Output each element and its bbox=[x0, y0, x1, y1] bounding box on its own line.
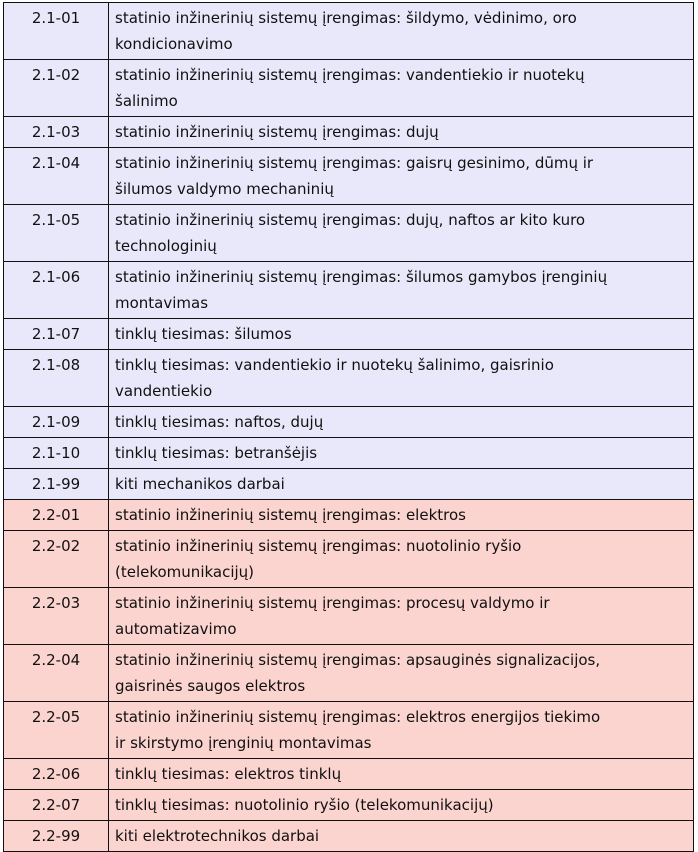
description-line: tinklų tiesimas: nuotolinio ryšio (telekomunikacijų) bbox=[115, 796, 494, 814]
description-line: kiti elektrotechnikos darbai bbox=[115, 827, 320, 845]
work-code: 2.2-06 bbox=[4, 759, 109, 790]
work-description bbox=[109, 262, 694, 319]
description-line: kiti mechanikos darbai bbox=[115, 475, 285, 493]
table-row bbox=[4, 588, 694, 645]
work-code: 2.2-99 bbox=[4, 821, 109, 852]
description-line: tinklų tiesimas: vandentiekio ir nuotekų šalinimo, gaisrinio bbox=[115, 356, 554, 374]
table-row bbox=[4, 60, 694, 117]
description-line: ir skirstymo įrenginių montavimas bbox=[115, 734, 372, 752]
work-codes-table bbox=[3, 2, 694, 852]
description-line: statinio inžinerinių sistemų įrengimas: gaisrų gesinimo, dūmų ir bbox=[115, 154, 594, 172]
description-line: automatizavimo bbox=[115, 620, 237, 638]
table-row bbox=[4, 821, 694, 852]
description-line: statinio inžinerinių sistemų įrengimas: dujų bbox=[115, 123, 439, 141]
work-code: 2.1-01 bbox=[4, 3, 109, 60]
description-line: statinio inžinerinių sistemų įrengimas: elektros energijos tiekimo bbox=[115, 708, 601, 726]
work-description bbox=[109, 469, 694, 500]
work-description bbox=[109, 790, 694, 821]
work-code: 2.1-10 bbox=[4, 438, 109, 469]
description-line: tinklų tiesimas: šilumos bbox=[115, 325, 292, 343]
table-row bbox=[4, 531, 694, 588]
description-line: statinio inžinerinių sistemų įrengimas: vandentiekio ir nuotekų bbox=[115, 66, 585, 84]
work-description bbox=[109, 438, 694, 469]
description-line: statinio inžinerinių sistemų įrengimas: dujų, naftos ar kito kuro bbox=[115, 211, 586, 229]
description-line: statinio inžinerinių sistemų įrengimas: procesų valdymo ir bbox=[115, 594, 550, 612]
table-row bbox=[4, 407, 694, 438]
description-line: šalinimo bbox=[115, 92, 178, 110]
work-description bbox=[109, 117, 694, 148]
table-row bbox=[4, 117, 694, 148]
work-code: 2.1-06 bbox=[4, 262, 109, 319]
work-code: 2.1-99 bbox=[4, 469, 109, 500]
table-row bbox=[4, 205, 694, 262]
work-description bbox=[109, 821, 694, 852]
work-description bbox=[109, 3, 694, 60]
table-row bbox=[4, 262, 694, 319]
table-row bbox=[4, 702, 694, 759]
work-code: 2.1-08 bbox=[4, 350, 109, 407]
work-code: 2.1-03 bbox=[4, 117, 109, 148]
description-line: kondicionavimo bbox=[115, 35, 233, 53]
description-line: tinklų tiesimas: naftos, dujų bbox=[115, 413, 324, 431]
description-line: statinio inžinerinių sistemų įrengimas: apsauginės signalizacijos, bbox=[115, 651, 601, 669]
description-line: statinio inžinerinių sistemų įrengimas: šilumos gamybos įrenginių bbox=[115, 268, 608, 286]
work-code: 2.2-03 bbox=[4, 588, 109, 645]
description-line: montavimas bbox=[115, 294, 209, 312]
description-line: technologinių bbox=[115, 237, 217, 255]
work-code: 2.2-04 bbox=[4, 645, 109, 702]
work-description bbox=[109, 759, 694, 790]
description-line: šilumos valdymo mechaninių bbox=[115, 180, 334, 198]
table-row bbox=[4, 148, 694, 205]
table-row bbox=[4, 3, 694, 60]
description-line: gaisrinės saugos elektros bbox=[115, 677, 306, 695]
work-description bbox=[109, 60, 694, 117]
description-line: statinio inžinerinių sistemų įrengimas: elektros bbox=[115, 506, 466, 524]
work-description bbox=[109, 407, 694, 438]
table-row bbox=[4, 319, 694, 350]
table-row bbox=[4, 438, 694, 469]
table-row bbox=[4, 790, 694, 821]
work-code: 2.1-09 bbox=[4, 407, 109, 438]
work-code: 2.2-01 bbox=[4, 500, 109, 531]
description-line: tinklų tiesimas: elektros tinklų bbox=[115, 765, 342, 783]
table-row bbox=[4, 469, 694, 500]
table-row bbox=[4, 645, 694, 702]
work-code: 2.2-07 bbox=[4, 790, 109, 821]
work-codes-table-body bbox=[4, 3, 694, 852]
work-description bbox=[109, 148, 694, 205]
description-line: vandentiekio bbox=[115, 382, 213, 400]
work-code: 2.1-07 bbox=[4, 319, 109, 350]
work-code: 2.1-05 bbox=[4, 205, 109, 262]
table-row bbox=[4, 759, 694, 790]
work-description bbox=[109, 531, 694, 588]
work-description bbox=[109, 702, 694, 759]
work-code: 2.1-02 bbox=[4, 60, 109, 117]
work-description bbox=[109, 319, 694, 350]
work-code: 2.2-02 bbox=[4, 531, 109, 588]
table-row bbox=[4, 350, 694, 407]
work-code: 2.1-04 bbox=[4, 148, 109, 205]
description-line: (telekomunikacijų) bbox=[115, 563, 255, 581]
work-description bbox=[109, 588, 694, 645]
work-description bbox=[109, 645, 694, 702]
description-line: statinio inžinerinių sistemų įrengimas: šildymo, vėdinimo, oro bbox=[115, 9, 577, 27]
table-row bbox=[4, 500, 694, 531]
description-line: statinio inžinerinių sistemų įrengimas: nuotolinio ryšio bbox=[115, 537, 522, 555]
work-code: 2.2-05 bbox=[4, 702, 109, 759]
description-line: tinklų tiesimas: betranšėjis bbox=[115, 444, 318, 462]
work-description bbox=[109, 205, 694, 262]
work-description bbox=[109, 500, 694, 531]
work-description bbox=[109, 350, 694, 407]
